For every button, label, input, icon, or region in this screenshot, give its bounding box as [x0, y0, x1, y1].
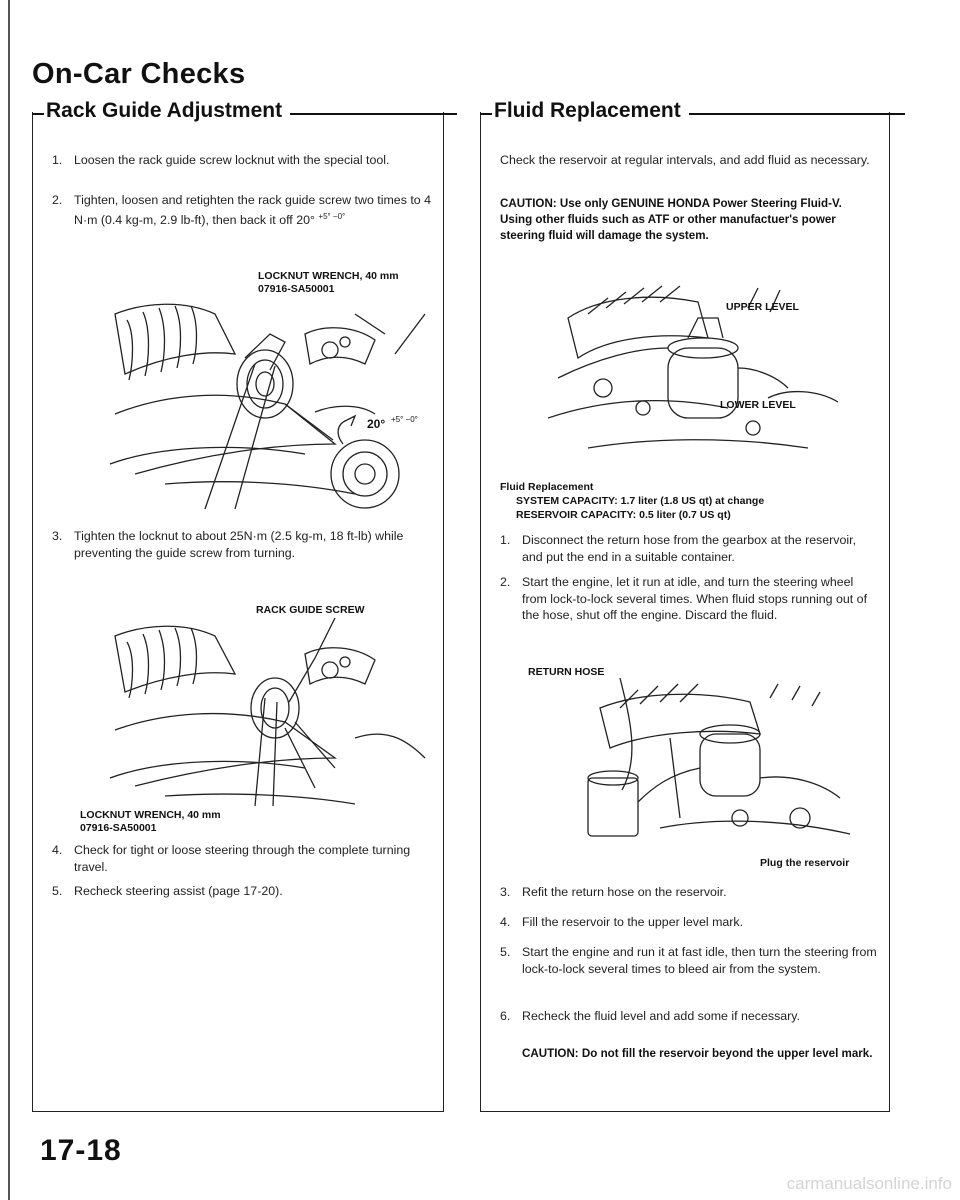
step-number: 5.	[52, 884, 63, 898]
reservoir-capacity: RESERVOIR CAPACITY: 0.5 liter (0.7 US qt)	[516, 509, 731, 521]
rack-guide-step-5	[52, 883, 437, 900]
tool-number: 07916-SA50001	[80, 822, 157, 834]
step-number: 5.	[500, 945, 511, 959]
fluid-step-5	[500, 944, 878, 977]
fig1-angle-label: 20°	[367, 417, 386, 431]
plug-reservoir-caption: Plug the reservoir	[760, 857, 850, 869]
step-number: 1.	[500, 533, 511, 547]
tool-name: LOCKNUT WRENCH, 40 mm	[80, 809, 221, 821]
rack-guide-step-2	[52, 192, 437, 228]
fluid-step-4	[500, 914, 878, 931]
rack-guide-step-1	[52, 152, 437, 169]
fluid-section-header	[480, 94, 905, 128]
fluid-step-6	[500, 1008, 878, 1025]
rack-guide-heading: Rack Guide Adjustment	[46, 99, 283, 122]
rack-guide-step-3	[52, 528, 437, 561]
fluid-capacity-spec	[500, 480, 880, 522]
rack-guide-step-4	[52, 842, 437, 875]
step-text: Refit the return hose on the reservoir.	[522, 885, 727, 899]
locknut-wrench-illustration	[105, 294, 435, 512]
step-number: 2.	[500, 575, 511, 589]
header-rule	[689, 113, 905, 115]
fig2-screw-label: RACK GUIDE SCREW	[256, 604, 365, 616]
fig1-angle-tolerance: +5° −0°	[391, 415, 418, 424]
fluid-caution: CAUTION: Use only GENUINE HONDA Power Steering Fluid-V. Using other fluids such as ATF or other manufactuer's power steering fluid will damage the system.	[500, 197, 842, 242]
binding-rule	[8, 0, 10, 1200]
fig1-tool-label	[258, 270, 399, 296]
rack-guide-section-header	[32, 94, 457, 128]
step-text: Start the engine, let it run at idle, and turn the steering wheel from lock-to-lock several times. When fluid stops running out of the hose, shut off the engine. Discard the fluid.	[522, 575, 868, 622]
fluid-step-1	[500, 532, 878, 565]
step-text: Disconnect the return hose from the gearbox at the reservoir, and put the end in a suitable container.	[522, 533, 857, 564]
step-number: 4.	[500, 915, 511, 929]
page-number: 17-18	[40, 1134, 122, 1167]
return-hose-illustration	[560, 678, 860, 848]
reservoir-level-illustration	[548, 278, 858, 458]
lower-level-label: LOWER LEVEL	[720, 399, 796, 411]
step-text	[52, 192, 437, 228]
step-number: 6.	[500, 1009, 511, 1023]
step-text: Loosen the rack guide screw locknut with the special tool.	[74, 153, 390, 167]
step-number: 3.	[500, 885, 511, 899]
fig2-tool-label	[80, 809, 221, 835]
step-number: 1.	[52, 153, 63, 167]
page-title: On-Car Checks	[32, 58, 246, 90]
system-capacity: SYSTEM CAPACITY: 1.7 liter (1.8 US qt) at change	[516, 495, 765, 507]
fluid-step-3	[500, 884, 878, 901]
header-tick	[32, 113, 44, 115]
step-text: Start the engine and run it at fast idle, then turn the steering from lock-to-lock several times to bleed air from the system.	[522, 945, 877, 976]
watermark: carmanualsonline.info	[786, 1174, 952, 1193]
step-text-main: Tighten, loosen and retighten the rack guide screw two times to 4 N·m (0.4 kg-m, 2.9 lb-ft), then back it off 20°	[74, 193, 431, 227]
step-text: Recheck the fluid level and add some if necessary.	[522, 1009, 801, 1023]
step-text: Check for tight or loose steering through the complete turning travel.	[74, 843, 411, 874]
header-tick	[480, 113, 492, 115]
step-number: 4.	[52, 843, 63, 857]
step-number: 3.	[52, 529, 63, 543]
rack-guide-section-frame	[32, 112, 444, 1112]
step-text: Recheck steering assist (page 17-20).	[74, 884, 283, 898]
fluid-intro: Check the reservoir at regular intervals, and add fluid as necessary.	[500, 153, 870, 167]
tool-name: LOCKNUT WRENCH, 40 mm	[258, 270, 399, 282]
overfill-caution: CAUTION: Do not fill the reservoir beyond the upper level mark.	[522, 1047, 873, 1060]
fluid-step-2	[500, 574, 878, 624]
return-hose-label: RETURN HOSE	[528, 666, 605, 678]
header-rule	[290, 113, 457, 115]
upper-level-label: UPPER LEVEL	[726, 301, 799, 313]
spec-title: Fluid Replacement	[500, 481, 594, 493]
fluid-heading: Fluid Replacement	[494, 99, 681, 122]
step-text: Fill the reservoir to the upper level mark.	[522, 915, 744, 929]
rack-guide-screw-illustration	[105, 618, 435, 806]
step-text: Tighten the locknut to about 25N·m (2.5 kg-m, 18 ft-lb) while preventing the guide screw from turning.	[74, 529, 404, 560]
angle-tolerance: +5° −0°	[318, 211, 346, 221]
tool-number: 07916-SA50001	[258, 283, 335, 295]
step-number: 2.	[52, 193, 63, 207]
